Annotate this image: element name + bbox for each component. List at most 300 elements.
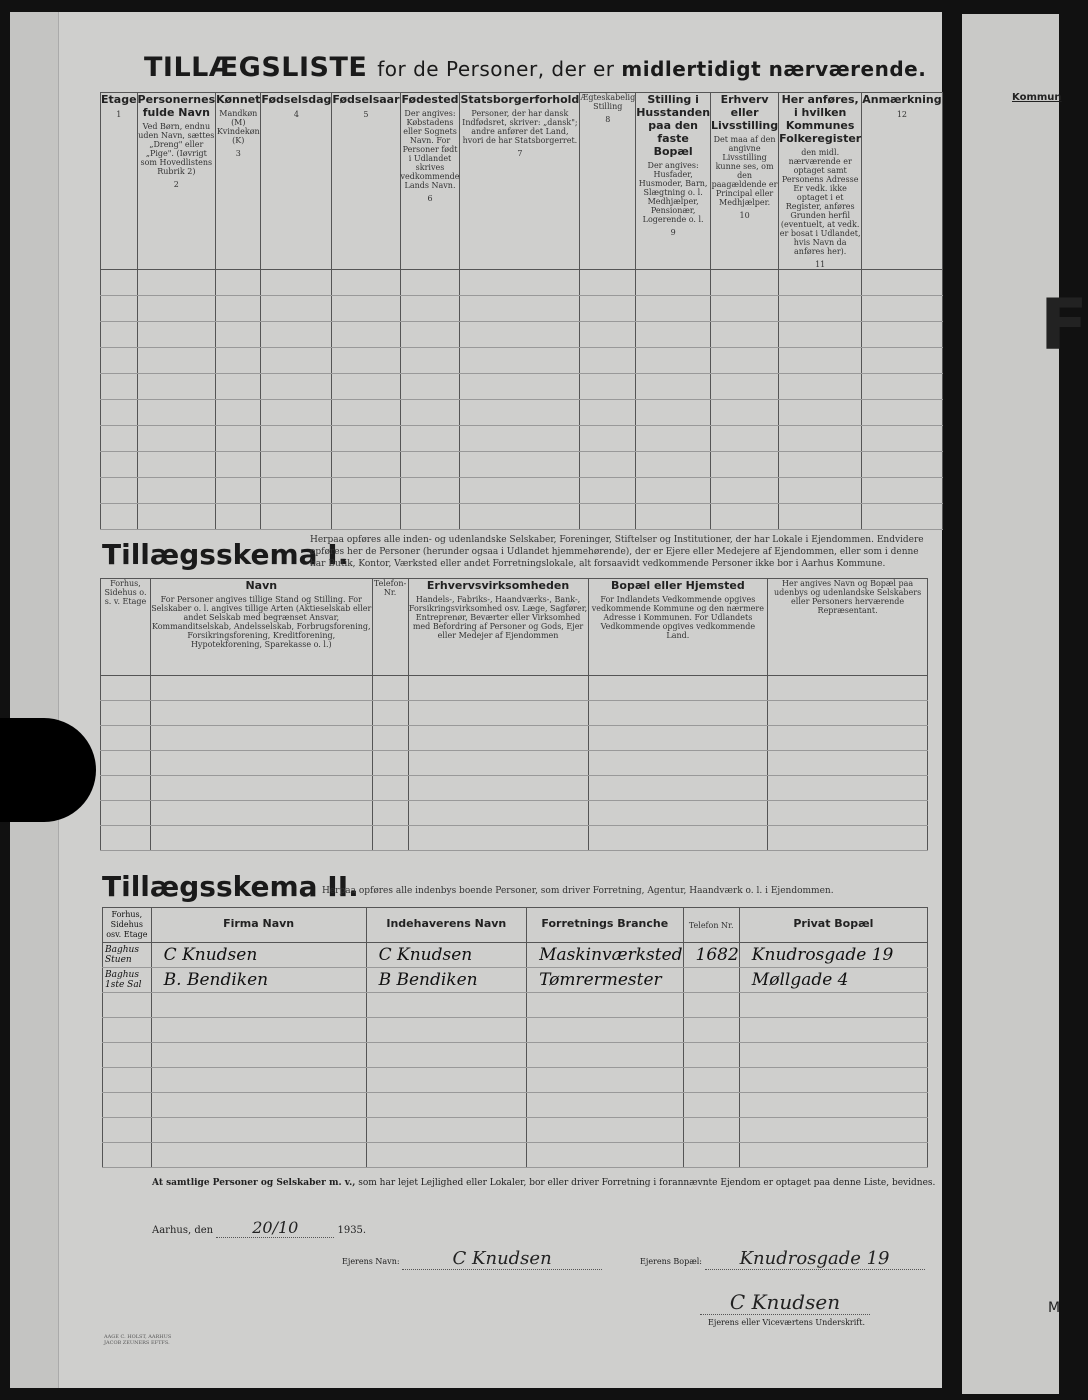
- tillaegsliste-col-4-header: [261, 93, 332, 270]
- date-value: 20/10: [216, 1218, 334, 1238]
- empty-cell[interactable]: [101, 322, 138, 348]
- empty-cell[interactable]: [101, 726, 151, 751]
- cell-indehaver[interactable]: C Knudsen: [366, 943, 526, 968]
- empty-cell[interactable]: [580, 296, 636, 322]
- empty-cell[interactable]: [150, 776, 372, 801]
- empty-cell[interactable]: [332, 452, 400, 478]
- empty-cell[interactable]: [151, 1068, 366, 1093]
- signature-caption: Ejerens eller Viceværtens Underskrift.: [708, 1318, 866, 1327]
- empty-cell[interactable]: [636, 374, 711, 400]
- empty-cell[interactable]: [372, 801, 408, 826]
- empty-cell[interactable]: [527, 1068, 683, 1093]
- signature: C Knudsen: [700, 1290, 870, 1315]
- empty-cell[interactable]: [768, 701, 928, 726]
- cell-branche[interactable]: Maskinværksted: [527, 943, 683, 968]
- empty-cell[interactable]: [711, 374, 779, 400]
- empty-cell[interactable]: [711, 322, 779, 348]
- cell-etage[interactable]: Baghus Stuen: [103, 943, 152, 968]
- empty-cell[interactable]: [216, 348, 261, 374]
- col-2-title: Personernes fulde Navn: [137, 93, 216, 119]
- cell-bopael[interactable]: Møllgade 4: [739, 968, 927, 993]
- empty-cell[interactable]: [779, 504, 862, 530]
- empty-cell[interactable]: [366, 1068, 526, 1093]
- empty-cell[interactable]: [400, 296, 460, 322]
- skema1-col-5-instructions: For Indlandets Vedkommende opgives vedkommende Kommune og den nærmere Adresse i Kommunen. For Udlandets Vedkommende opgives vedkommende Land.: [591, 595, 764, 640]
- empty-cell[interactable]: [711, 400, 779, 426]
- empty-cell[interactable]: [711, 478, 779, 504]
- empty-cell[interactable]: [862, 426, 942, 452]
- empty-cell[interactable]: [101, 676, 151, 701]
- empty-cell[interactable]: [332, 478, 400, 504]
- empty-cell[interactable]: [261, 400, 332, 426]
- empty-cell[interactable]: [862, 478, 942, 504]
- empty-cell[interactable]: [408, 701, 588, 726]
- tillaegsliste-col-6-header: [400, 93, 460, 270]
- empty-cell[interactable]: [779, 426, 862, 452]
- empty-cell[interactable]: [103, 1118, 152, 1143]
- empty-cell[interactable]: [683, 1118, 739, 1143]
- empty-cell[interactable]: [400, 270, 460, 296]
- cell-indehaver[interactable]: B Bendiken: [366, 968, 526, 993]
- empty-cell[interactable]: [862, 270, 942, 296]
- empty-cell[interactable]: [101, 826, 151, 851]
- empty-cell[interactable]: [137, 374, 216, 400]
- col-1-title: Etage: [101, 93, 137, 106]
- empty-cell[interactable]: [580, 452, 636, 478]
- empty-cell[interactable]: [580, 400, 636, 426]
- empty-cell[interactable]: [711, 348, 779, 374]
- empty-cell[interactable]: [372, 751, 408, 776]
- table-row: [101, 322, 943, 348]
- table-row: [103, 968, 928, 993]
- tillaegsliste-col-3-header: [216, 93, 261, 270]
- empty-cell[interactable]: [261, 322, 332, 348]
- table-row: [101, 348, 943, 374]
- empty-cell[interactable]: [103, 1068, 152, 1093]
- empty-cell[interactable]: [862, 348, 942, 374]
- date-row: [152, 1218, 366, 1238]
- empty-cell[interactable]: [103, 1018, 152, 1043]
- col-3-title: Kønnet: [216, 93, 261, 106]
- tillaegsliste-title: [144, 52, 926, 83]
- empty-cell[interactable]: [372, 701, 408, 726]
- col-7-title: Statsborgerforhold: [460, 93, 580, 106]
- empty-cell[interactable]: [636, 452, 711, 478]
- empty-cell[interactable]: [779, 452, 862, 478]
- empty-cell[interactable]: [768, 776, 928, 801]
- table-row: [101, 270, 943, 296]
- empty-cell[interactable]: [400, 348, 460, 374]
- empty-cell[interactable]: [636, 426, 711, 452]
- empty-cell[interactable]: [366, 1093, 526, 1118]
- empty-cell[interactable]: [216, 426, 261, 452]
- empty-cell[interactable]: [527, 1118, 683, 1143]
- empty-cell[interactable]: [372, 776, 408, 801]
- empty-cell[interactable]: [400, 400, 460, 426]
- col-3-instructions: Mandkøn (M) Kvindekøn (K): [216, 109, 260, 145]
- empty-cell[interactable]: [137, 270, 216, 296]
- skema1-col-2-header: [150, 579, 372, 676]
- empty-cell[interactable]: [408, 776, 588, 801]
- empty-cell[interactable]: [366, 1043, 526, 1068]
- skema2-intro: Herpaa opføres alle indenbys boende Personer, som driver Forretning, Agentur, Haandværk o. l. i Ejendommen.: [322, 886, 834, 896]
- empty-cell[interactable]: [588, 676, 768, 701]
- col-11-instructions: den midl. nærværende er optaget samt Personens Adresse Er vedk. ikke optaget i et Register, anføres Grunden herfil (eventuelt, at vedk. er bosat i Udlandet, hvis Navn da anføres her).: [779, 148, 861, 256]
- empty-cell[interactable]: [216, 296, 261, 322]
- empty-cell[interactable]: [408, 751, 588, 776]
- empty-cell[interactable]: [137, 452, 216, 478]
- col-9-title: Stilling i Husstanden paa den faste Bopæl: [636, 93, 711, 158]
- cell-telefon[interactable]: [683, 968, 739, 993]
- empty-cell[interactable]: [739, 1093, 927, 1118]
- empty-cell[interactable]: [768, 751, 928, 776]
- empty-cell[interactable]: [636, 348, 711, 374]
- empty-cell[interactable]: [460, 400, 580, 426]
- empty-cell[interactable]: [400, 452, 460, 478]
- empty-cell[interactable]: [636, 504, 711, 530]
- table-row: [101, 374, 943, 400]
- empty-cell[interactable]: [739, 1143, 927, 1168]
- empty-cell[interactable]: [580, 478, 636, 504]
- owner-name-label: Ejerens Navn:: [342, 1257, 400, 1266]
- empty-cell[interactable]: [101, 296, 138, 322]
- empty-cell[interactable]: [683, 1143, 739, 1168]
- empty-cell[interactable]: [527, 1018, 683, 1043]
- empty-cell[interactable]: [711, 504, 779, 530]
- skema2-table: [102, 907, 928, 1168]
- empty-cell[interactable]: [216, 452, 261, 478]
- empty-cell[interactable]: [862, 296, 942, 322]
- col-1-number: 1: [116, 110, 122, 119]
- col-2-number: 2: [173, 180, 179, 189]
- empty-cell[interactable]: [216, 400, 261, 426]
- empty-cell[interactable]: [101, 751, 151, 776]
- empty-cell[interactable]: [372, 826, 408, 851]
- empty-cell[interactable]: [779, 374, 862, 400]
- col-4-title: Fødselsdag: [261, 93, 332, 106]
- empty-cell[interactable]: [372, 726, 408, 751]
- empty-cell[interactable]: [261, 374, 332, 400]
- empty-cell[interactable]: [400, 322, 460, 348]
- col-2-instructions: Ved Børn, endnu uden Navn, sættes „Dreng" eller „Pige". (Iøvrigt som Hovedlistens Rubrik 2): [138, 122, 215, 176]
- empty-cell[interactable]: [739, 1043, 927, 1068]
- empty-cell[interactable]: [862, 452, 942, 478]
- table-row: [103, 1068, 928, 1093]
- empty-cell[interactable]: [779, 400, 862, 426]
- cell-telefon[interactable]: 1682: [683, 943, 739, 968]
- col-4-number: 4: [293, 110, 299, 119]
- col-firma-label: Firma Navn: [223, 917, 295, 930]
- empty-cell[interactable]: [151, 1043, 366, 1068]
- empty-cell[interactable]: [711, 452, 779, 478]
- empty-cell[interactable]: [137, 400, 216, 426]
- empty-cell[interactable]: [261, 348, 332, 374]
- empty-cell[interactable]: [636, 400, 711, 426]
- empty-cell[interactable]: [216, 374, 261, 400]
- empty-cell[interactable]: [151, 1018, 366, 1043]
- adjacent-page-label: Kommun: [1012, 92, 1062, 103]
- skema1-col-6-instructions: Her angives Navn og Bopæl paa udenbys og udenlandske Selskabers eller Personers herværende Repræsentant.: [774, 579, 922, 615]
- tillaegsliste-col-10-header: [711, 93, 779, 270]
- table-row: [103, 1043, 928, 1068]
- empty-cell[interactable]: [460, 452, 580, 478]
- empty-cell[interactable]: [580, 426, 636, 452]
- empty-cell[interactable]: [150, 801, 372, 826]
- tillaegsliste-subtitle: [377, 57, 926, 81]
- empty-cell[interactable]: [580, 504, 636, 530]
- empty-cell[interactable]: [862, 322, 942, 348]
- empty-cell[interactable]: [137, 504, 216, 530]
- empty-cell[interactable]: [366, 1143, 526, 1168]
- empty-cell[interactable]: [580, 374, 636, 400]
- empty-cell[interactable]: [137, 322, 216, 348]
- empty-cell[interactable]: [408, 801, 588, 826]
- empty-cell[interactable]: [372, 676, 408, 701]
- col-6-instructions: Der angives: Købstadens eller Sognets Navn. For Personer født i Udlandet skrives vedkommende Lands Navn.: [400, 109, 460, 190]
- empty-cell[interactable]: [332, 374, 400, 400]
- empty-cell[interactable]: [588, 726, 768, 751]
- empty-cell[interactable]: [332, 504, 400, 530]
- empty-cell[interactable]: [101, 801, 151, 826]
- skema1-col-1-instructions: Forhus, Sidehus o. s. v. Etage: [104, 579, 147, 606]
- skema1-col-3-header: [372, 579, 408, 676]
- empty-cell[interactable]: [103, 1093, 152, 1118]
- tillaegsliste-col-1-header: [101, 93, 138, 270]
- empty-cell[interactable]: [332, 348, 400, 374]
- empty-cell[interactable]: [101, 504, 138, 530]
- empty-cell[interactable]: [580, 348, 636, 374]
- empty-cell[interactable]: [460, 478, 580, 504]
- empty-cell[interactable]: [261, 452, 332, 478]
- empty-cell[interactable]: [779, 322, 862, 348]
- empty-cell[interactable]: [261, 270, 332, 296]
- empty-cell[interactable]: [101, 374, 138, 400]
- table-row: [103, 1118, 928, 1143]
- empty-cell[interactable]: [683, 993, 739, 1018]
- empty-cell[interactable]: [588, 801, 768, 826]
- empty-cell[interactable]: [862, 504, 942, 530]
- empty-cell[interactable]: [683, 1093, 739, 1118]
- adjacent-page: [962, 14, 1088, 1394]
- empty-cell[interactable]: [261, 296, 332, 322]
- empty-cell[interactable]: [408, 726, 588, 751]
- subtitle-bold: midlertidigt nærværende.: [621, 57, 927, 81]
- empty-cell[interactable]: [137, 348, 216, 374]
- table-row: [101, 296, 943, 322]
- col-indehaver-label: Indehaverens Navn: [386, 917, 507, 930]
- empty-cell[interactable]: [101, 776, 151, 801]
- tillaegsliste-col-7-header: [460, 93, 580, 270]
- empty-cell[interactable]: [261, 504, 332, 530]
- empty-cell[interactable]: [739, 993, 927, 1018]
- empty-cell[interactable]: [460, 296, 580, 322]
- empty-cell[interactable]: [151, 993, 366, 1018]
- col-7-instructions: Personer, der har dansk Indfødsret, skriver: „dansk"; andre anfører det Land, hvori de har Statsborgerret.: [462, 109, 578, 145]
- col-indehaver-header: [366, 908, 526, 943]
- tillaegsliste-col-12-header: [862, 93, 942, 270]
- empty-cell[interactable]: [137, 296, 216, 322]
- empty-cell[interactable]: [779, 478, 862, 504]
- empty-cell[interactable]: [768, 726, 928, 751]
- col-9-instructions: Der angives: Husfader, Husmoder, Barn, Slægtning o. l. Medhjælper, Pensionær, Logerende o. l.: [638, 161, 708, 224]
- empty-cell[interactable]: [151, 1093, 366, 1118]
- empty-cell[interactable]: [588, 701, 768, 726]
- empty-cell[interactable]: [101, 478, 138, 504]
- empty-cell[interactable]: [460, 504, 580, 530]
- empty-cell[interactable]: [460, 322, 580, 348]
- empty-cell[interactable]: [216, 322, 261, 348]
- empty-cell[interactable]: [366, 1018, 526, 1043]
- tillaegsliste-col-8-header: [580, 93, 636, 270]
- empty-cell[interactable]: [408, 676, 588, 701]
- empty-cell[interactable]: [711, 296, 779, 322]
- col-10-instructions: Det maa af den angivne Livsstilling kunne ses, om den paagældende er Principal eller Medhjælper.: [711, 135, 778, 207]
- empty-cell[interactable]: [151, 1143, 366, 1168]
- col-8-instructions: Ægteskabelig Stilling: [580, 93, 636, 111]
- col-branche-label: Forretnings Branche: [541, 917, 669, 930]
- empty-cell[interactable]: [636, 478, 711, 504]
- tillaegsliste-col-2-header: [137, 93, 216, 270]
- empty-cell[interactable]: [527, 1093, 683, 1118]
- empty-cell[interactable]: [683, 1068, 739, 1093]
- empty-cell[interactable]: [683, 1043, 739, 1068]
- table-row: [101, 426, 943, 452]
- empty-cell[interactable]: [103, 1143, 152, 1168]
- table-row: [101, 701, 928, 726]
- empty-cell[interactable]: [460, 426, 580, 452]
- empty-cell[interactable]: [588, 776, 768, 801]
- empty-cell[interactable]: [683, 1018, 739, 1043]
- empty-cell[interactable]: [101, 701, 151, 726]
- empty-cell[interactable]: [150, 676, 372, 701]
- empty-cell[interactable]: [400, 426, 460, 452]
- empty-cell[interactable]: [862, 374, 942, 400]
- empty-cell[interactable]: [408, 826, 588, 851]
- owner-name-row: [342, 1248, 602, 1270]
- empty-cell[interactable]: [101, 452, 138, 478]
- col-3-number: 3: [235, 149, 241, 158]
- empty-cell[interactable]: [460, 270, 580, 296]
- empty-cell[interactable]: [636, 270, 711, 296]
- skema1-col-2-title: Navn: [245, 579, 278, 592]
- table-row: [103, 943, 928, 968]
- empty-cell[interactable]: [460, 348, 580, 374]
- table-row: [103, 1093, 928, 1118]
- owner-address-row: [640, 1248, 925, 1270]
- col-12-number: 12: [896, 110, 907, 119]
- cell-bopael[interactable]: Knudrosgade 19: [739, 943, 927, 968]
- empty-cell[interactable]: [101, 270, 138, 296]
- owner-address-label: Ejerens Bopæl:: [640, 1257, 703, 1266]
- empty-cell[interactable]: [261, 478, 332, 504]
- empty-cell[interactable]: [527, 1143, 683, 1168]
- empty-cell[interactable]: [332, 426, 400, 452]
- empty-cell[interactable]: [150, 751, 372, 776]
- empty-cell[interactable]: [580, 322, 636, 348]
- empty-cell[interactable]: [739, 1018, 927, 1043]
- table-row: [101, 478, 943, 504]
- tillaegsliste-col-11-header: [779, 93, 862, 270]
- cell-branche[interactable]: Tømrermester: [527, 968, 683, 993]
- cell-etage[interactable]: Baghus 1ste Sal: [103, 968, 152, 993]
- empty-cell[interactable]: [332, 322, 400, 348]
- empty-cell[interactable]: [150, 726, 372, 751]
- empty-cell[interactable]: [460, 374, 580, 400]
- empty-cell[interactable]: [739, 1118, 927, 1143]
- empty-cell[interactable]: [768, 676, 928, 701]
- certify-bold: At samtlige Personer og Selskaber m. v.,: [152, 1178, 356, 1188]
- empty-cell[interactable]: [779, 296, 862, 322]
- col-10-title: Erhverv eller Livsstilling: [711, 93, 779, 132]
- empty-cell[interactable]: [332, 270, 400, 296]
- col-5-number: 5: [363, 110, 369, 119]
- empty-cell[interactable]: [216, 270, 261, 296]
- col-bopael-label: Privat Bopæl: [793, 917, 874, 930]
- table-row: [101, 504, 943, 530]
- empty-cell[interactable]: [400, 504, 460, 530]
- empty-cell[interactable]: [101, 426, 138, 452]
- empty-cell[interactable]: [216, 478, 261, 504]
- empty-cell[interactable]: [150, 701, 372, 726]
- empty-cell[interactable]: [137, 478, 216, 504]
- adjacent-page-bottom-letter: M: [1048, 1300, 1061, 1316]
- empty-cell[interactable]: [636, 296, 711, 322]
- certify-rest: som har lejet Lejlighed eller Lokaler, bor eller driver Forretning i forannævnte Ejendom er optaget paa denne Liste, bevidnes.: [358, 1178, 936, 1188]
- empty-cell[interactable]: [101, 400, 138, 426]
- empty-cell[interactable]: [862, 400, 942, 426]
- empty-cell[interactable]: [103, 993, 152, 1018]
- empty-cell[interactable]: [768, 826, 928, 851]
- empty-cell[interactable]: [711, 426, 779, 452]
- empty-cell[interactable]: [366, 993, 526, 1018]
- empty-cell[interactable]: [332, 296, 400, 322]
- tillaegsliste-title-main: TILLÆGSLISTE: [144, 52, 368, 83]
- year-value: 1935.: [337, 1225, 367, 1236]
- table-row: [103, 1143, 928, 1168]
- cell-firma[interactable]: B. Bendiken: [151, 968, 366, 993]
- empty-cell[interactable]: [103, 1043, 152, 1068]
- empty-cell[interactable]: [400, 374, 460, 400]
- cell-firma[interactable]: C Knudsen: [151, 943, 366, 968]
- empty-cell[interactable]: [779, 348, 862, 374]
- empty-cell[interactable]: [636, 322, 711, 348]
- empty-cell[interactable]: [332, 400, 400, 426]
- empty-cell[interactable]: [768, 801, 928, 826]
- empty-cell[interactable]: [588, 826, 768, 851]
- table-row: [101, 726, 928, 751]
- skema1-col-1-header: [101, 579, 151, 676]
- tillaegsliste-table: [100, 92, 943, 530]
- empty-cell[interactable]: [101, 348, 138, 374]
- empty-cell[interactable]: [711, 270, 779, 296]
- page-binding-edge: [10, 12, 59, 1388]
- empty-cell[interactable]: [150, 826, 372, 851]
- col-bopael-header: [739, 908, 927, 943]
- empty-cell[interactable]: [588, 751, 768, 776]
- empty-cell[interactable]: [137, 426, 216, 452]
- empty-cell[interactable]: [527, 1043, 683, 1068]
- empty-cell[interactable]: [779, 270, 862, 296]
- empty-cell[interactable]: [216, 504, 261, 530]
- empty-cell[interactable]: [151, 1118, 366, 1143]
- empty-cell[interactable]: [400, 478, 460, 504]
- empty-cell[interactable]: [527, 993, 683, 1018]
- empty-cell[interactable]: [739, 1068, 927, 1093]
- empty-cell[interactable]: [366, 1118, 526, 1143]
- tillaegsliste-col-5-header: [332, 93, 400, 270]
- empty-cell[interactable]: [261, 426, 332, 452]
- empty-cell[interactable]: [580, 270, 636, 296]
